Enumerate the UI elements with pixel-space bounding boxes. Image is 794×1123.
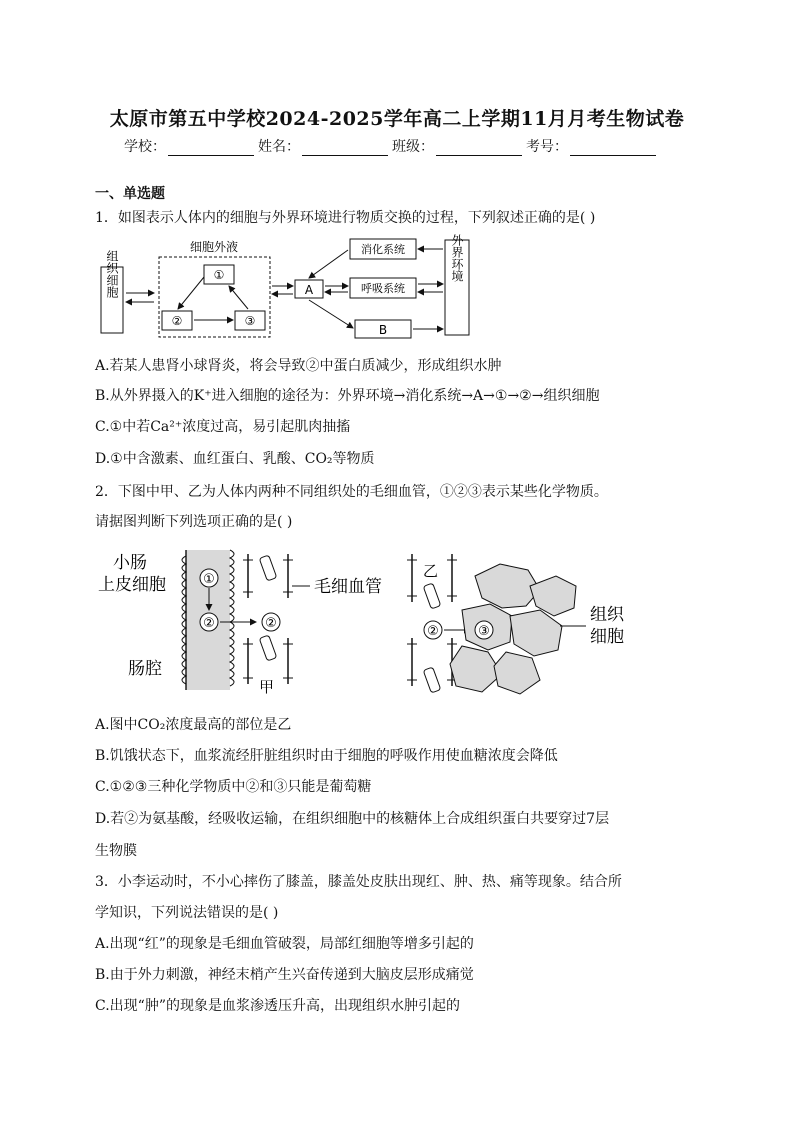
chem-2-label-yi: ②: [427, 624, 439, 639]
node-2-label: ②: [171, 314, 183, 328]
label-jia: 甲: [259, 678, 275, 696]
number-label: 考号：: [526, 139, 568, 155]
label-intestinal-lumen: 肠腔: [128, 659, 162, 679]
q1-option-b[interactable]: B.从外界摄入的K⁺进入细胞的途径为：外界环境→消化系统→A→①→②→组织细胞: [95, 388, 600, 404]
q2-stem-line2: 请据图判断下列选项正确的是( ): [95, 514, 293, 530]
label-tissue-2: 细胞: [590, 627, 624, 647]
q3-stem-line2: 学知识，下列说法错误的是( ): [95, 905, 279, 921]
student-info-row: [124, 136, 660, 156]
node-3-label: ③: [244, 314, 256, 328]
tissue-cell-label: 组织细胞: [105, 250, 119, 298]
q2-option-c[interactable]: C.①②③三种化学物质中②和③只能是葡萄糖: [95, 779, 372, 795]
q1-stem: 1．如图表示人体内的细胞与外界环境进行物质交换的过程，下列叙述正确的是( ): [95, 210, 596, 226]
chem-3-label: ③: [478, 624, 490, 639]
q1-option-a[interactable]: A.若某人患肾小球肾炎，将会导致②中蛋白质减少，形成组织水肿: [95, 358, 502, 374]
q3-stem-line1: 3．小李运动时，不小心摔伤了膝盖，膝盖处皮肤出现红、肿、热、痛等现象。结合所: [95, 874, 622, 890]
chem-1-label: ①: [203, 572, 215, 587]
label-epithelial-cells: 上皮细胞: [98, 575, 166, 595]
chem-2-label-jia: ②: [265, 616, 277, 631]
q1-option-c[interactable]: C.①中若Ca²⁺浓度过高，易引起肌肉抽搐: [95, 419, 351, 435]
label-tissue-1: 组织: [590, 605, 624, 625]
exam-title: 太原市第五中学校2024-2025学年高二上学期11月月考生物试卷: [109, 108, 685, 130]
q2-option-d-line1[interactable]: D.若②为氨基酸，经吸收运输，在组织细胞中的核糖体上合成组织蛋白共要穿过7层: [95, 811, 610, 827]
school-blank[interactable]: [168, 139, 254, 156]
label-capillary: 毛细血管: [314, 577, 382, 597]
name-blank[interactable]: [302, 139, 388, 156]
q2-option-d-line2: 生物膜: [95, 843, 137, 859]
chem-2-label-left: ②: [203, 616, 215, 631]
q2-option-a[interactable]: A.图中CO₂浓度最高的部位是乙: [95, 717, 292, 733]
node-1-label: ①: [213, 268, 225, 282]
section-heading: 一、单选题: [95, 186, 165, 202]
outer-environment-label: 外界环境: [450, 234, 464, 282]
q2-stem-line1: 2．下图中甲、乙为人体内两种不同组织处的毛细血管，①②③表示某些化学物质。: [95, 484, 608, 500]
q2-option-b[interactable]: B.饥饿状态下，血浆流经肝脏组织时由于细胞的呼吸作用使血糖浓度会降低: [95, 748, 558, 764]
node-b-label: B: [378, 323, 388, 337]
number-blank[interactable]: [570, 139, 656, 156]
q1-diagram: [96, 236, 486, 344]
node-a-label: A: [304, 283, 314, 297]
q2-diagram: [98, 546, 660, 696]
digestive-system-label: 消化系统: [361, 243, 405, 256]
school-label: 学校：: [124, 139, 166, 155]
name-label: 姓名：: [258, 139, 300, 155]
q3-option-a[interactable]: A.出现“红”的现象是毛细血管破裂，局部红细胞等增多引起的: [95, 936, 474, 952]
label-small-intestine: 小肠: [113, 553, 147, 573]
q3-option-b[interactable]: B.由于外力刺激，神经末梢产生兴奋传递到大脑皮层形成痛觉: [95, 967, 474, 983]
q1-option-d[interactable]: D.①中含激素、血红蛋白、乳酸、CO₂等物质: [95, 451, 375, 467]
class-blank[interactable]: [436, 139, 522, 156]
extracellular-fluid-label: 细胞外液: [189, 240, 239, 254]
label-yi: 乙: [423, 562, 439, 580]
q3-option-c[interactable]: C.出现“肿”的现象是血浆渗透压升高，出现组织水肿引起的: [95, 998, 460, 1014]
respiratory-system-label: 呼吸系统: [361, 282, 405, 295]
class-label: 班级：: [392, 139, 434, 155]
